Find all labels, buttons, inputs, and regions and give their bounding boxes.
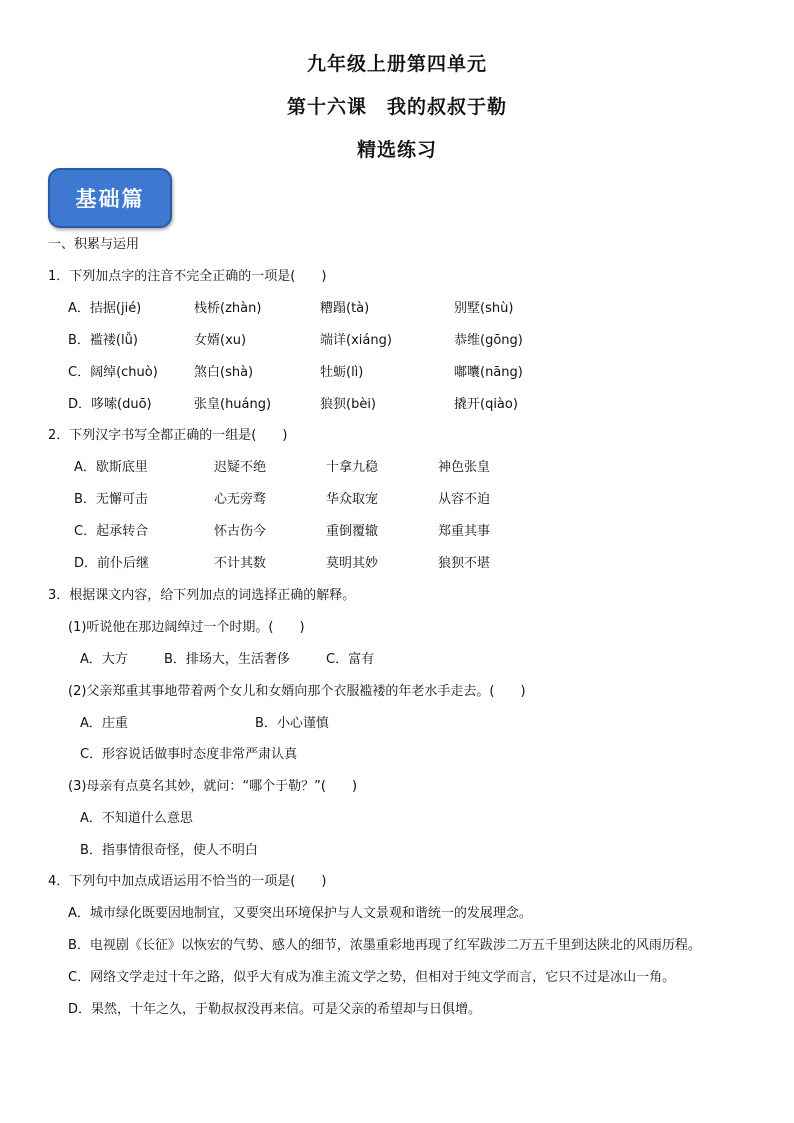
q4-opt-d: D．果然，十年之久，于勒叔叔没再来信。可是父亲的希望却与日俱增。: [68, 1002, 482, 1017]
q3-2-opt-a: A．庄重: [80, 716, 128, 731]
q3-1-opt-c: C．富有: [326, 652, 375, 667]
question-3-stem: 3．根据课文内容，给下列加点的词选择正确的解释。: [48, 588, 356, 603]
q2-d-2: 不计其数: [214, 556, 267, 571]
q2-a-1: A．歇斯底里: [74, 460, 148, 475]
q2-c-2: 怀古伤今: [214, 524, 267, 539]
question-3-sub3: (3)母亲有点莫名其妙，就问：“哪个于勒？”( ): [68, 779, 358, 794]
question-1-stem: 1．下列加点字的注音不完全正确的一项是( ): [48, 269, 327, 284]
document-title-lesson: 第十六课 我的叔叔于勒: [286, 96, 507, 118]
q1-c-1: C．阔绰(chuò): [68, 365, 158, 380]
q1-c-3: 牡蛎(lì): [320, 365, 364, 380]
document-title-practice: 精选练习: [356, 139, 437, 161]
question-3-sub2: (2)父亲郑重其事地带着两个女儿和女婿向那个衣服褴褛的年老水手走去。( ): [68, 684, 526, 699]
q1-b-3: 端详(xiáng): [320, 333, 392, 348]
q2-b-3: 华众取宠: [326, 492, 379, 507]
q2-b-2: 心无旁骛: [214, 492, 267, 507]
q2-d-3: 莫明其妙: [326, 556, 379, 571]
q3-2-opt-b: B．小心谨慎: [255, 716, 329, 731]
q4-opt-c: C．网络文学走过十年之路，似乎大有成为准主流文学之势，但相对于纯文学而言，它只不过是冰山一角。: [68, 970, 676, 985]
q2-d-1: D．前仆后继: [74, 556, 150, 571]
q2-b-4: 从容不迫: [438, 492, 491, 507]
q2-c-1: C．起承转合: [74, 524, 149, 539]
q1-b-2: 女婿(xu): [194, 333, 247, 348]
question-2-stem: 2．下列汉字书写全都正确的一组是( ): [48, 428, 288, 443]
q2-d-4: 狼狈不堪: [438, 556, 491, 571]
q2-b-1: B．无懈可击: [74, 492, 148, 507]
question-4-stem: 4．下列句中加点成语运用不恰当的一项是( ): [48, 874, 327, 889]
q1-a-3: 糟蹋(tà): [320, 301, 370, 316]
q1-a-1: A．拮据(jié): [68, 301, 142, 316]
q1-b-1: B．褴褛(lǚ): [68, 333, 138, 348]
q1-c-4: 嘟囔(nāng): [454, 365, 523, 380]
q2-c-4: 郑重其事: [438, 524, 491, 539]
q2-a-4: 神色张皇: [438, 460, 491, 475]
q1-b-4: 恭维(gōng): [454, 333, 523, 348]
q1-d-2: 张皇(huáng): [194, 397, 272, 412]
q2-a-3: 十拿九稳: [326, 460, 379, 475]
q1-d-3: 狼狈(bèi): [320, 397, 377, 412]
question-3-sub1: (1)听说他在那边阔绰过一个时期。( ): [68, 620, 305, 635]
document-title-grade: 九年级上册第四单元: [306, 53, 487, 75]
q1-c-2: 煞白(shà): [194, 365, 254, 380]
q3-1-opt-a: A．大方: [80, 652, 128, 667]
q3-3-opt-b: B．指事情很奇怪，使人不明白: [80, 843, 258, 858]
section-badge-label: 基础篇: [75, 186, 145, 211]
q1-a-2: 栈桥(zhàn): [194, 301, 262, 316]
q4-opt-b: B．电视剧《长征》以恢宏的气势、感人的细节，浓墨重彩地再现了红军跋涉二万五千里到达陕北的风雨历程。: [68, 938, 701, 953]
q1-d-1: D．哆嗦(duō): [68, 397, 152, 412]
q4-opt-a: A．城市绿化既要因地制宜，又要突出环境保护与人文景观和谐统一的发展理念。: [68, 906, 532, 921]
q3-3-opt-a: A．不知道什么意思: [80, 811, 193, 826]
q3-1-opt-b: B．排场大，生活奢侈: [164, 652, 290, 667]
q1-d-4: 撬开(qiào): [454, 397, 518, 412]
section-heading: 一、积累与运用: [48, 237, 140, 252]
q2-c-3: 重倒覆辙: [326, 524, 379, 539]
section-badge: [48, 168, 172, 228]
q3-2-opt-c: C．形容说话做事时态度非常严肃认真: [80, 747, 298, 762]
q1-a-4: 别墅(shù): [454, 301, 514, 316]
q2-a-2: 迟疑不绝: [214, 460, 267, 475]
